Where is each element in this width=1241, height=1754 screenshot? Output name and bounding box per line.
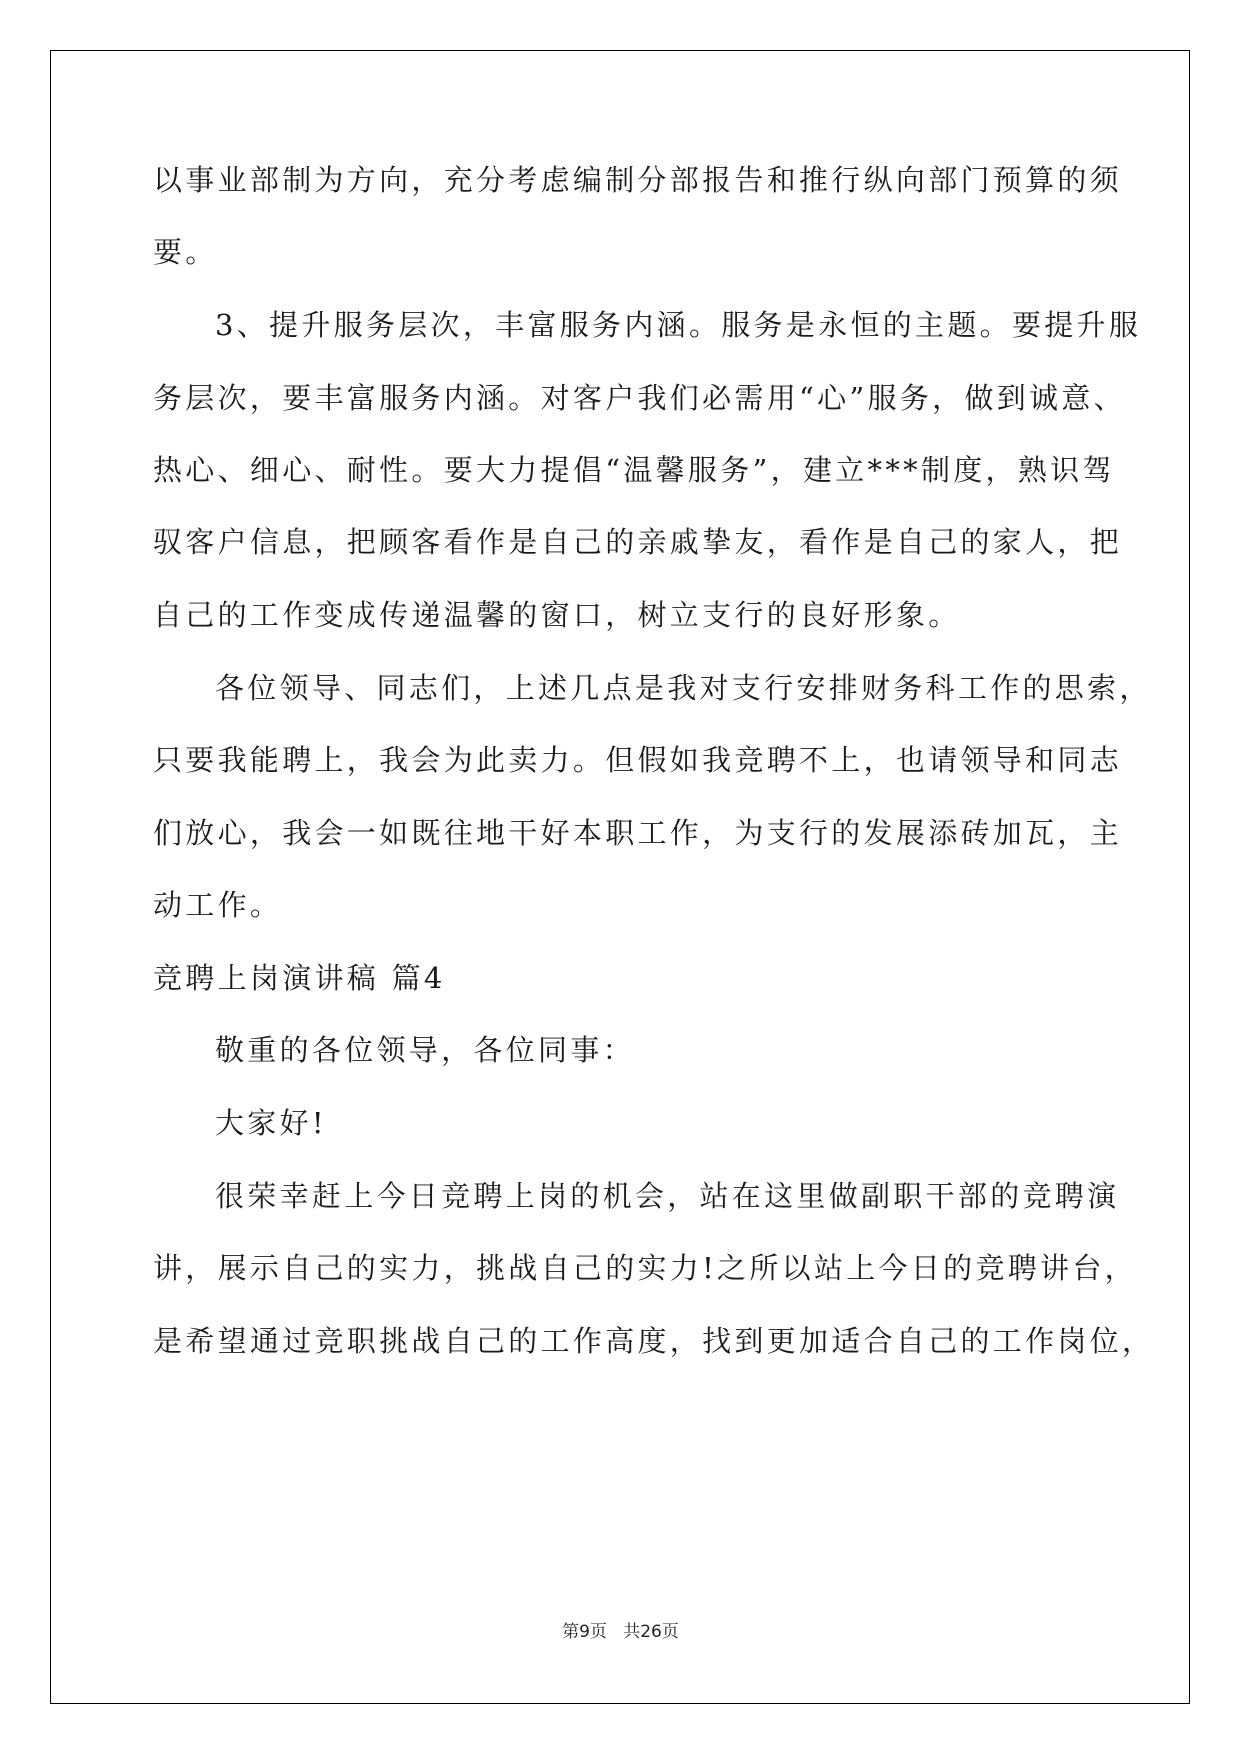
text-line: 各位领导、同志们，上述几点是我对支行安排财务科工作的思索， xyxy=(215,671,1152,705)
footer-prefix: 第 xyxy=(562,1622,580,1642)
page-footer xyxy=(0,1622,1241,1642)
text-line: 讲，展示自己的实力，挑战自己的实力!之所以站上今日的竞聘讲台， xyxy=(153,1251,1137,1285)
text-line: 很荣幸赶上今日竞聘上岗的机会，站在这里做副职干部的竞聘演 xyxy=(215,1179,1120,1213)
section-heading: 竞聘上岗演讲稿 篇4 xyxy=(153,961,446,995)
text-line: 是希望通过竞职挑战自己的工作高度，找到更加适合自己的工作岗位， xyxy=(153,1324,1155,1358)
footer-page-suffix: 页 xyxy=(589,1622,607,1642)
footer-total-suffix: 页 xyxy=(661,1622,679,1642)
text-line: 务层次，要丰富服务内涵。对客户我们必需用“心”服务，做到诚意、 xyxy=(153,381,1126,415)
text-line: 们放心，我会一如既往地干好本职工作，为支行的发展添砖加瓦，主 xyxy=(153,816,1123,850)
total-pages: 26 xyxy=(640,1622,662,1642)
footer-total-prefix: 共 xyxy=(623,1622,641,1642)
text-line: 3、提升服务层次，丰富服务内涵。服务是永恒的主题。要提升服 xyxy=(215,308,1142,342)
page-border xyxy=(50,50,1190,1704)
text-line: 动工作。 xyxy=(153,888,283,922)
text-line: 敬重的各位领导，各位同事： xyxy=(215,1033,635,1067)
text-line: 自己的工作变成传递温馨的窗口，树立支行的良好形象。 xyxy=(153,598,961,632)
text-line: 大家好! xyxy=(215,1106,327,1140)
text-line: 只要我能聘上，我会为此卖力。但假如我竞聘不上，也请领导和同志 xyxy=(153,743,1123,777)
text-line: 驭客户信息，把顾客看作是自己的亲戚挚友，看作是自己的家人，把 xyxy=(153,525,1123,559)
page-number: 9 xyxy=(579,1622,590,1642)
text-line: 要。 xyxy=(153,235,218,269)
text-line: 热心、细心、耐性。要大力提倡“温馨服务”，建立***制度，熟识驾 xyxy=(153,453,1115,487)
text-line: 以事业部制为方向，充分考虑编制分部报告和推行纵向部门预算的须 xyxy=(153,163,1123,197)
